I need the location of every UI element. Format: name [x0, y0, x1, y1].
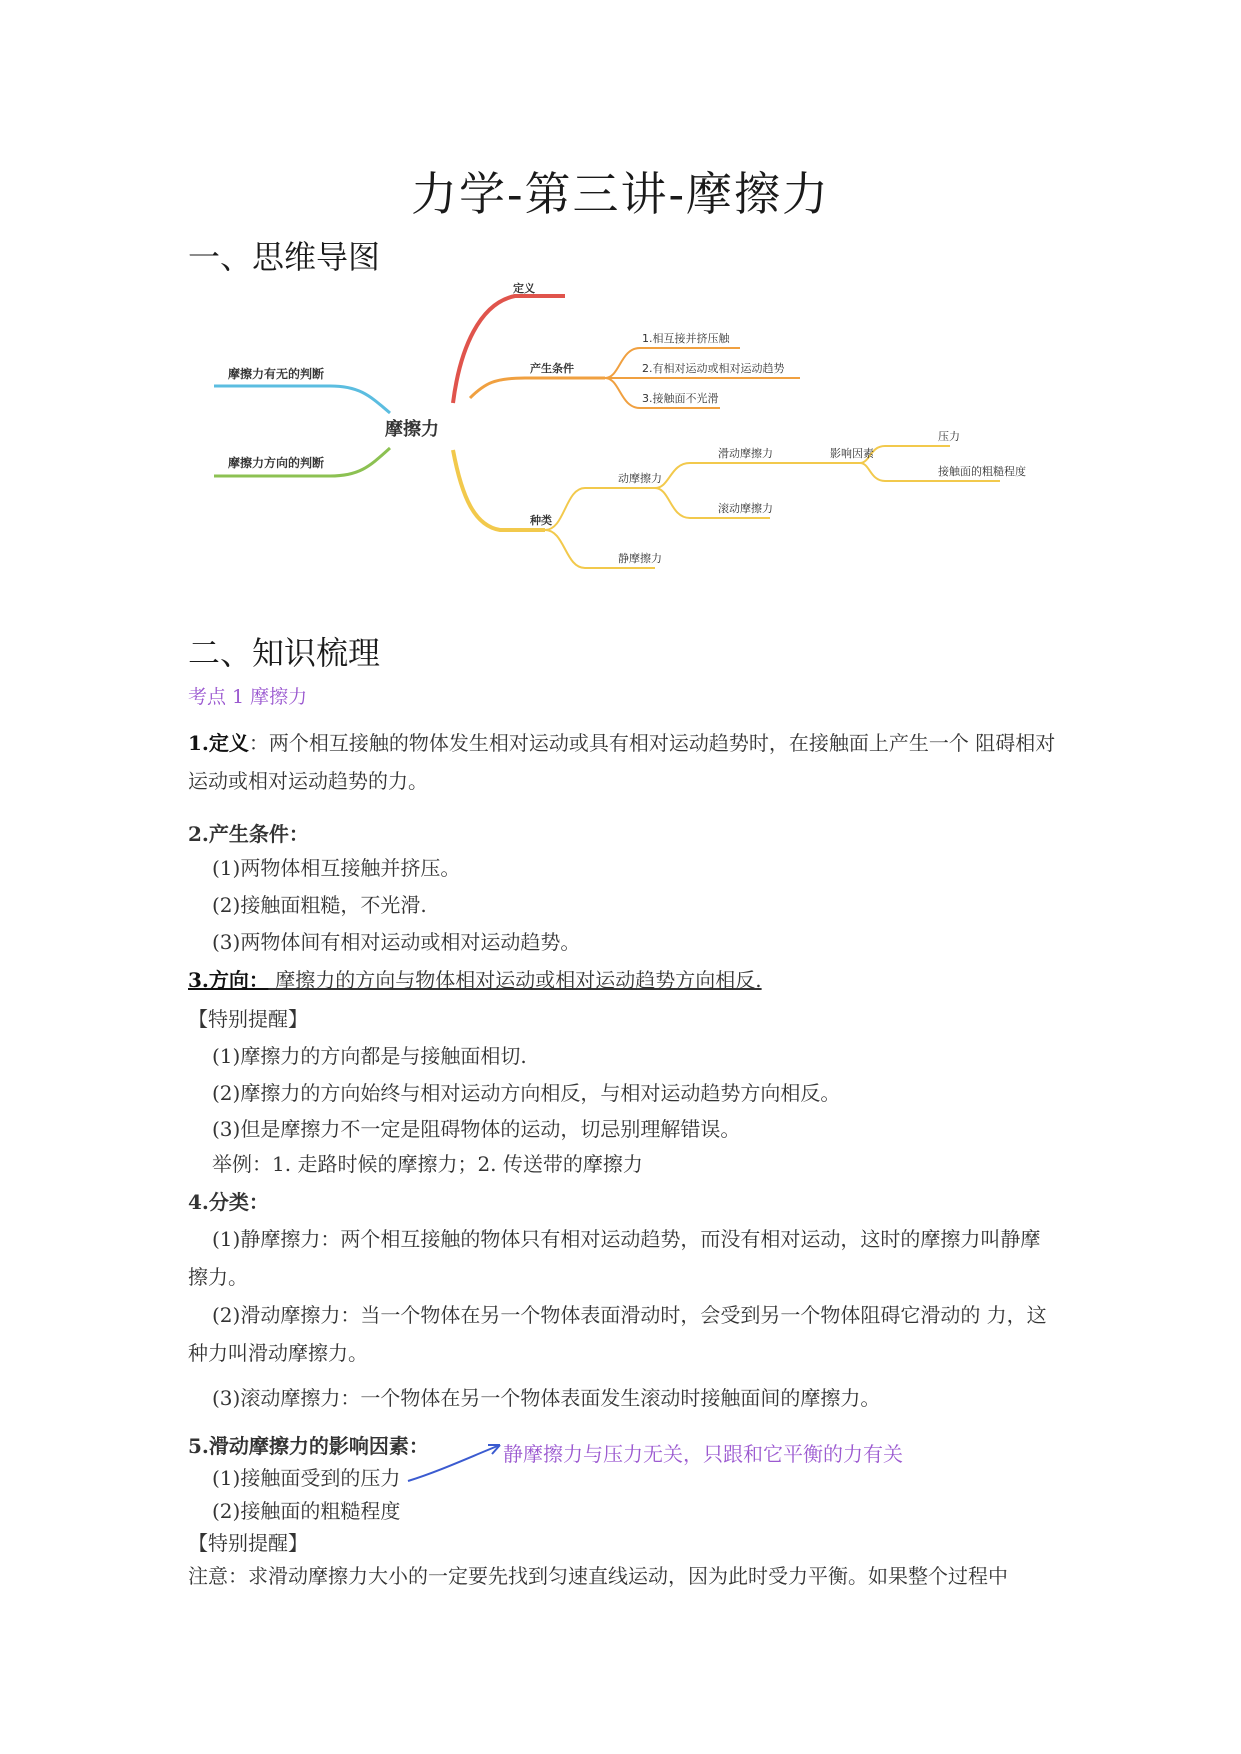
direction-text: 摩擦力的方向与物体相对运动或相对运动趋势方向相反. — [268, 968, 762, 992]
factors-note: 静摩擦力与压力无关，只跟和它平衡的力有关 — [503, 1442, 903, 1466]
condition-item-3: (3)两物体间有相对运动或相对运动趋势。 — [212, 930, 581, 954]
mm-factor-1: 压力 — [938, 430, 960, 443]
tip1-label: 【特别提醒】 — [188, 1007, 308, 1031]
direction-line — [188, 964, 762, 993]
tip1-item-1: (1)摩擦力的方向都是与接触面相切. — [212, 1044, 527, 1068]
tip2-label: 【特别提醒】 — [188, 1531, 308, 1555]
mind-map-diagram — [210, 278, 1060, 588]
page-title: 力学-第三讲-摩擦力 — [410, 167, 831, 221]
mm-center: 摩擦力 — [385, 419, 439, 440]
mm-kinds: 种类 — [530, 514, 552, 527]
mm-left-item-1: 摩擦力有无的判断 — [228, 367, 325, 381]
mm-definition: 定义 — [513, 282, 535, 295]
direction-label: 3.方向： — [188, 968, 269, 992]
tip1-item-2: (2)摩擦力的方向始终与相对运动方向相反，与相对运动趋势方向相反。 — [212, 1081, 841, 1105]
mm-condition-2: 2.有相对运动或相对运动趋势 — [642, 362, 785, 375]
arrow-icon — [400, 1435, 510, 1485]
kinds-rolling: (3)滚动摩擦力：一个物体在另一个物体表面发生滚动时接触面间的摩擦力。 — [212, 1386, 881, 1410]
definition-text: ：两个相互接触的物体发生相对运动或具有相对运动趋势时，在接触面上产生一个 阻碍相对运动或相对运动趋势的力。 — [188, 731, 1056, 793]
branch-left-blue — [214, 386, 390, 413]
factor-item-2: (2)接触面的粗糙程度 — [212, 1499, 401, 1523]
factors-label: 5.滑动摩擦力的影响因素： — [188, 1434, 429, 1458]
definition-label: 1.定义 — [188, 731, 249, 755]
kaodian-label: 考点 1 摩擦力 — [188, 686, 308, 708]
factor-item-1: (1)接触面受到的压力 — [212, 1466, 401, 1490]
conditions-label: 2.产生条件： — [188, 822, 309, 846]
section-heading-mindmap: 一、思维导图 — [188, 238, 381, 276]
mm-condition-3: 3.接触面不光滑 — [642, 392, 719, 405]
mm-rolling: 滚动摩擦力 — [718, 502, 773, 515]
mm-static: 静摩擦力 — [618, 552, 662, 565]
tip2-text: 注意：求滑动摩擦力大小的一定要先找到匀速直线运动，因为此时受力平衡。如果整个过程中 — [188, 1564, 1008, 1588]
kinds-sliding: (2)滑动摩擦力：当一个物体在另一个物体表面滑动时，会受到另一个物体阻碍它滑动的 力，这种力叫滑动摩擦力。 — [188, 1303, 1047, 1365]
mm-condition-1: 1.相互接并挤压触 — [642, 332, 730, 345]
mm-sliding: 滑动摩擦力 — [718, 447, 773, 460]
mm-conditions: 产生条件 — [530, 362, 574, 375]
kinds-label: 4.分类： — [188, 1190, 269, 1214]
mm-dynamic: 动摩擦力 — [618, 472, 662, 485]
definition-paragraph — [188, 724, 1058, 800]
mm-factor-2: 接触面的粗糙程度 — [938, 465, 1026, 478]
mm-left-item-2: 摩擦力方向的判断 — [228, 456, 325, 470]
branch-conditions — [470, 378, 605, 398]
mm-factors: 影响因素 — [830, 447, 874, 460]
kinds-static: (1)静摩擦力：两个相互接触的物体只有相对运动趋势，而没有相对运动，这时的摩擦力叫静摩擦力。 — [188, 1227, 1041, 1289]
condition-item-2: (2)接触面粗糙，不光滑. — [212, 893, 427, 917]
branch-definition — [453, 296, 565, 403]
tip1-item-3: (3)但是摩擦力不一定是阻碍物体的运动，切忌别理解错误。 — [212, 1117, 741, 1141]
section-heading-knowledge: 二、知识梳理 — [188, 634, 381, 672]
condition-item-1: (1)两物体相互接触并挤压。 — [212, 856, 461, 880]
tip1-example: 举例：1. 走路时候的摩擦力；2. 传送带的摩擦力 — [212, 1152, 643, 1176]
